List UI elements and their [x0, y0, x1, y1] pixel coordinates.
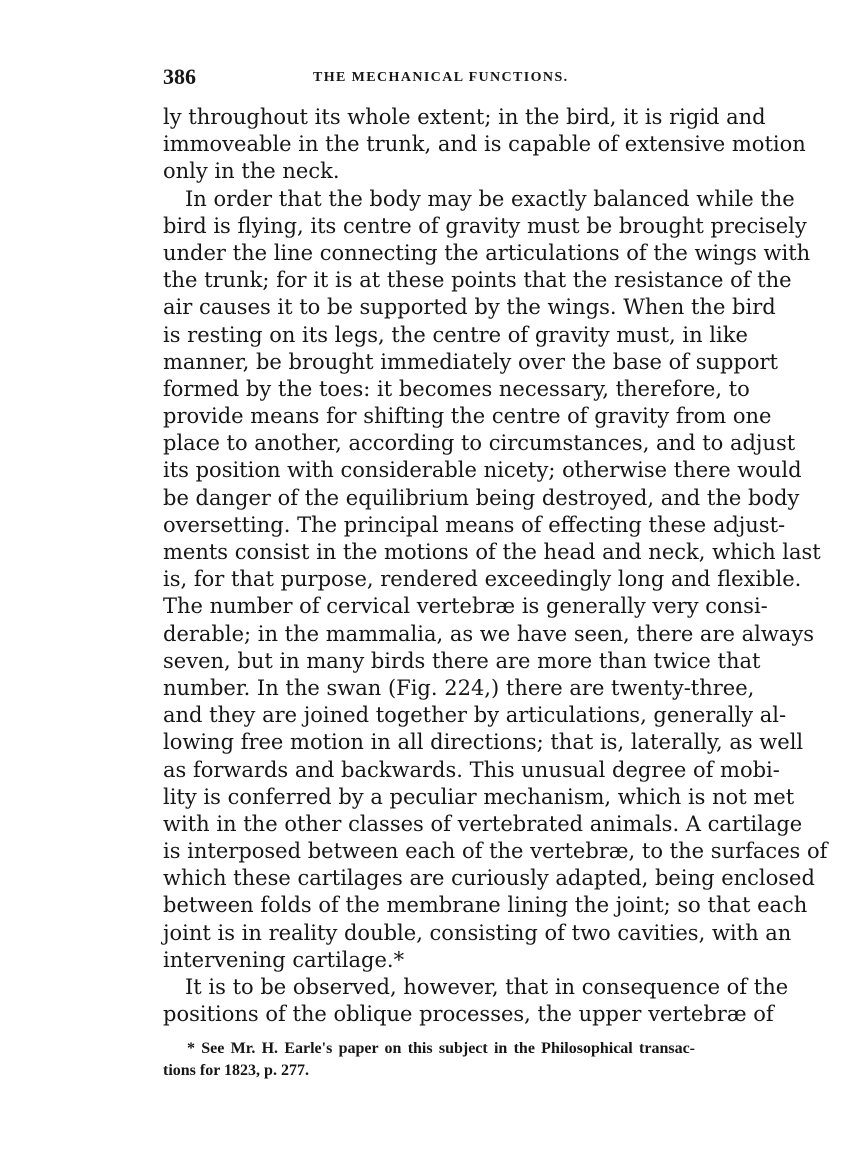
text-line: is interposed between each of the vertebræ, to the surfaces of: [163, 839, 828, 864]
text-line: provide means for shifting the centre of gravity from one: [163, 404, 772, 429]
page-number: 386: [163, 64, 196, 89]
text-line: with in the other classes of vertebrated animals. A cartilage: [163, 811, 803, 836]
paragraph-start-line: It is to be observed, however, that in consequence of the: [185, 975, 789, 999]
footnote: [163, 1038, 695, 1082]
text-line: The number of cervical vertebræ is generally very consi-: [163, 594, 768, 619]
running-title: THE MECHANICAL FUNCTIONS.: [313, 70, 569, 85]
text-line: between folds of the membrane lining the joint; so that each: [163, 893, 808, 918]
text-line: be danger of the equilibrium being destroyed, and the body: [163, 485, 800, 510]
text-line: number. In the swan (Fig. 224,) there are twenty-three,: [163, 675, 755, 700]
text-line: which these cartilages are curiously adapted, being enclosed: [163, 866, 815, 891]
text-line: under the line connecting the articulations of the wings with: [163, 240, 811, 265]
text-line: ments consist in the motions of the head and neck, which last: [163, 540, 821, 564]
text-line: positions of the oblique processes, the upper vertebræ of: [163, 1002, 774, 1027]
text-line: is resting on its legs, the centre of gravity must, in like: [163, 322, 748, 347]
text-line: intervening cartilage.*: [163, 947, 405, 972]
body-text: [163, 104, 828, 1028]
text-line: manner, be brought immediately over the base of support: [163, 349, 778, 374]
text-line: bird is flying, its centre of gravity must be brought precisely: [163, 213, 807, 238]
text-line: its position with considerable nicety; otherwise there would: [163, 458, 802, 483]
text-line: seven, but in many birds there are more than twice that: [163, 648, 761, 673]
text-line: derable; in the mammalia, as we have seen, there are always: [163, 621, 814, 646]
text-line: formed by the toes: it becomes necessary, therefore, to: [163, 376, 750, 401]
text-line: is, for that purpose, rendered exceedingly long and flexible.: [163, 567, 802, 592]
text-line: ly throughout its whole extent; in the bird, it is rigid and: [163, 105, 766, 129]
page-header: [163, 64, 695, 90]
text-line: lowing free motion in all directions; that is, laterally, as well: [163, 730, 804, 755]
text-line: air causes it to be supported by the wings. When the bird: [163, 295, 776, 320]
text-line: as forwards and backwards. This unusual degree of mobi-: [163, 757, 780, 782]
paragraph-start-line: In order that the body may be exactly balanced while the: [185, 186, 795, 211]
text-line: and they are joined together by articulations, generally al-: [163, 703, 787, 728]
text-line: lity is conferred by a peculiar mechanism, which is not met: [163, 784, 795, 809]
text-line: only in the neck.: [163, 159, 340, 184]
text-line: the trunk; for it is at these points that the resistance of the: [163, 268, 792, 293]
footnote-line: * See Mr. H. Earle's paper on this subject in the Philosophical transac-: [187, 1040, 695, 1057]
text-line: immoveable in the trunk, and is capable of extensive motion: [163, 132, 806, 157]
text-line: place to another, according to circumstances, and to adjust: [163, 431, 796, 456]
footnote-line: tions for 1823, p. 277.: [163, 1062, 309, 1079]
text-line: joint is in reality double, consisting of two cavities, with an: [163, 920, 792, 945]
text-line: oversetting. The principal means of effecting these adjust-: [163, 512, 786, 537]
